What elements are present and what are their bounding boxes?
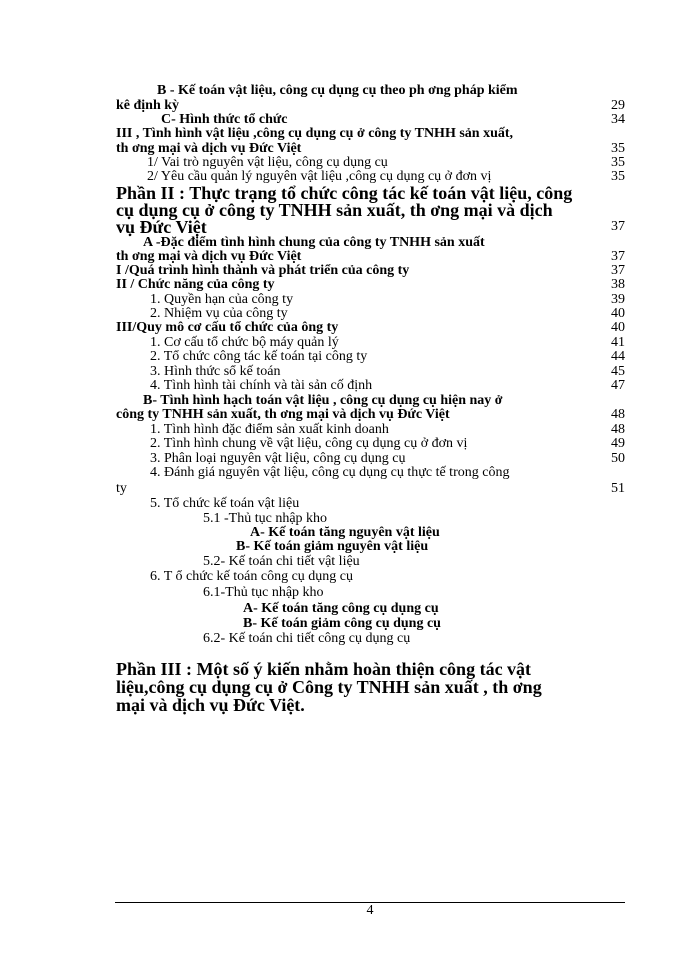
- toc-page-number: 35: [611, 141, 625, 156]
- toc-page-number: 45: [611, 364, 625, 379]
- toc-entry-text: 5. Tổ chức kế toán vật liệu: [150, 496, 300, 511]
- toc-entry-text: 5.2- Kế toán chi tiết vật liệu: [203, 554, 360, 569]
- toc-entry-text: 6. T ổ chức kế toán công cụ dụng cụ: [150, 569, 354, 584]
- toc-entry-text: 4. Tình hình tài chính và tài sản cố định: [150, 378, 373, 393]
- toc-page-number: 34: [611, 112, 625, 127]
- toc-entry-text: 2. Tổ chức công tác kế toán tại công ty: [150, 349, 368, 364]
- toc-entry-text: 1. Quyền hạn của công ty: [150, 292, 294, 307]
- toc-page-number: 48: [611, 407, 625, 422]
- toc-entry-text: 6.1-Thủ tục nhập kho: [203, 585, 324, 600]
- toc-part-heading: vụ Đức Việt: [116, 217, 207, 237]
- toc-entry-text: 3. Hình thức sổ kế toán: [150, 364, 281, 379]
- toc-entry-text: th ơng mại và dịch vụ Đức Việt: [116, 249, 302, 264]
- toc-entry-text: th ơng mại và dịch vụ Đức Việt: [116, 141, 302, 156]
- toc-entry-text: I /Quá trình hình thành và phát triển của công ty: [116, 263, 410, 278]
- toc-page-number: 51: [611, 481, 625, 496]
- toc-entry-text: B- Kế toán giảm nguyên vật liệu: [236, 539, 429, 554]
- toc-page-number: 39: [611, 292, 625, 307]
- toc-entry-text: B- Kế toán giảm công cụ dụng cụ: [243, 616, 441, 631]
- toc-page-number: 37: [611, 249, 625, 264]
- toc-entry-text: 1. Cơ cấu tổ chức bộ máy quản lý: [150, 335, 339, 350]
- toc-entry-text: 2/ Yêu cầu quản lý nguyên vật liệu ,công cụ dụng cụ ở đơn vị: [147, 169, 492, 184]
- toc-part-heading: mại và dịch vụ Đức Việt.: [116, 695, 305, 715]
- toc-entry-text: 1. Tình hình đặc điểm sản xuất kinh doanh: [150, 422, 389, 437]
- toc-entry-text: công ty TNHH sản xuất, th ơng mại và dịch vụ Đức Việt: [116, 407, 450, 422]
- toc-part-heading: Phần III : Một số ý kiến nhằm hoàn thiện công tác vật: [116, 659, 532, 679]
- toc-entry-text: III , Tình hình vật liệu ,công cụ dụng cụ ở công ty TNHH sản xuất,: [116, 126, 514, 141]
- toc-entry-text: 2. Tình hình chung về vật liệu, công cụ dụng cụ ở đơn vị: [150, 436, 468, 451]
- toc-entry-text: B - Kế toán vật liệu, công cụ dụng cụ theo ph ơng pháp kiểm: [157, 83, 518, 98]
- toc-entry-text: 4. Đánh giá nguyên vật liệu, công cụ dụng cụ thực tế trong công: [150, 465, 510, 480]
- toc-page-number: 29: [611, 98, 625, 113]
- toc-entry-text: A- Kế toán tăng công cụ dụng cụ: [243, 601, 439, 616]
- toc-page-number: 47: [611, 378, 625, 393]
- toc-entry-text: 6.2- Kế toán chi tiết công cụ dụng cụ: [203, 631, 411, 646]
- toc-entry-text: 1/ Vai trò nguyên vật liệu, công cụ dụng cụ: [147, 155, 388, 170]
- toc-page-number: 35: [611, 169, 625, 184]
- toc-page-number: 35: [611, 155, 625, 170]
- toc-entry-text: 3. Phân loại nguyên vật liệu, công cụ dụng cụ: [150, 451, 406, 466]
- toc-page-number: 44: [611, 349, 625, 364]
- toc-page-number: 41: [611, 335, 625, 350]
- toc-page-number: 40: [611, 306, 625, 321]
- toc-entry-text: ty: [116, 481, 127, 496]
- toc-entry-text: 2. Nhiệm vụ của công ty: [150, 306, 288, 321]
- toc-entry-text: A- Kế toán tăng nguyên vật liệu: [250, 525, 440, 540]
- toc-entry-text: C- Hình thức tổ chức: [161, 112, 288, 127]
- toc-entry-text: A -Đặc điểm tình hình chung của công ty TNHH sản xuất: [143, 235, 485, 250]
- toc-part-heading: liệu,công cụ dụng cụ ở Công ty TNHH sản xuất , th ơng: [116, 677, 542, 697]
- toc-part-heading: Phần II : Thực trạng tổ chức công tác kế toán vật liệu, công: [116, 183, 573, 203]
- toc-page-number: 49: [611, 436, 625, 451]
- toc-entry-text: B- Tình hình hạch toán vật liệu , công cụ dụng cụ hiện nay ở: [143, 393, 503, 408]
- toc-entry-text: II / Chức năng của công ty: [116, 277, 275, 292]
- toc-page-number: 37: [611, 219, 625, 234]
- toc-entry-text: 5.1 -Thủ tục nhập kho: [203, 511, 328, 526]
- page-number: 4: [366, 903, 374, 918]
- toc-page-number: 48: [611, 422, 625, 437]
- toc-page-number: 37: [611, 263, 625, 278]
- toc-part-heading: cụ dụng cụ ở công ty TNHH sản xuất, th ơng mại và dịch: [116, 200, 553, 220]
- toc-entry-text: kê định kỳ: [116, 98, 180, 113]
- toc-entry-text: III/Quy mô cơ cấu tổ chức của ông ty: [116, 320, 339, 335]
- toc-page-number: 50: [611, 451, 625, 466]
- toc-page-number: 40: [611, 320, 625, 335]
- toc-page-number: 38: [611, 277, 625, 292]
